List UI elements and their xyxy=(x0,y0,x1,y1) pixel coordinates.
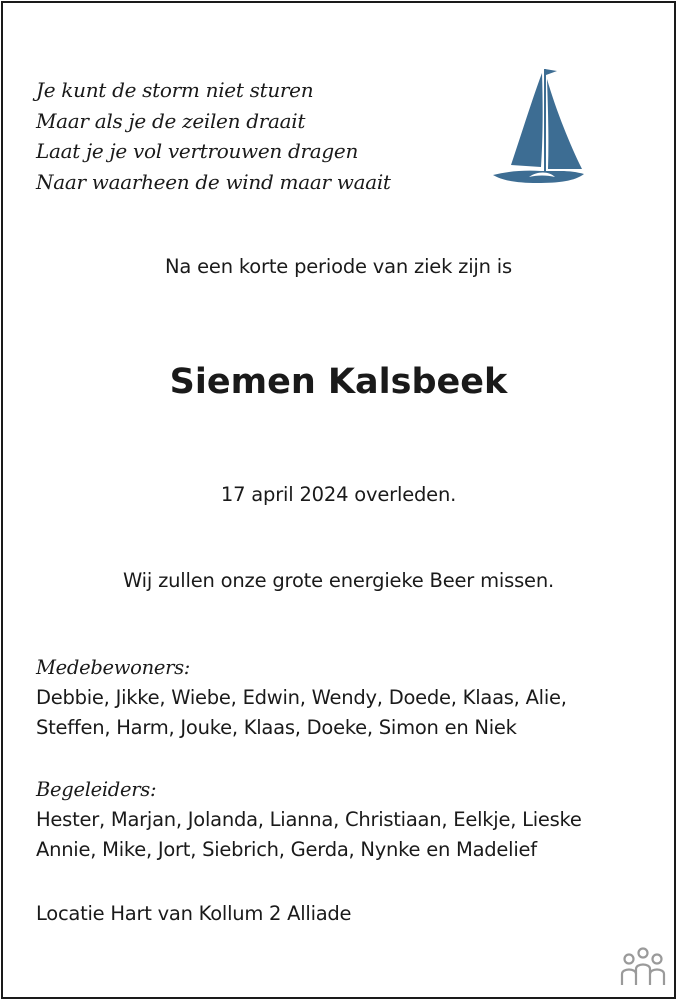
people-group-icon xyxy=(617,947,669,987)
staff-section xyxy=(36,775,656,865)
residents-heading: Medebewoners: xyxy=(36,656,191,679)
miss-line: Wij zullen onze grote energieke Beer missen. xyxy=(122,569,555,592)
deceased-name: Siemen Kalsbeek xyxy=(169,362,508,402)
obituary-card xyxy=(1,1,676,999)
residents-line: Steffen, Harm, Jouke, Klaas, Doeke, Simon en Niek xyxy=(36,716,517,739)
poem-line: Maar als je de zeilen draait xyxy=(36,108,306,133)
poem-line: Je kunt de storm niet sturen xyxy=(36,78,314,102)
sailboat-icon xyxy=(489,67,587,189)
residents-line: Debbie, Jikke, Wiebe, Edwin, Wendy, Doede, Klaas, Alie, xyxy=(36,686,567,709)
residents-section xyxy=(36,653,656,743)
location-line: Locatie Hart van Kollum 2 Alliade xyxy=(36,902,352,925)
staff-line: Hester, Marjan, Jolanda, Lianna, Christiaan, Eelkje, Lieske xyxy=(36,808,582,831)
intro-text: Na een korte periode van ziek zijn is xyxy=(165,255,512,278)
poem xyxy=(36,75,456,197)
poem-line: Naar waarheen de wind maar waait xyxy=(36,169,391,194)
date-line: 17 april 2024 overleden. xyxy=(220,483,457,506)
staff-line: Annie, Mike, Jort, Siebrich, Gerda, Nynke en Madelief xyxy=(36,838,537,861)
poem-line: Laat je je vol vertrouwen dragen xyxy=(36,139,359,163)
staff-heading: Begeleiders: xyxy=(36,778,157,801)
